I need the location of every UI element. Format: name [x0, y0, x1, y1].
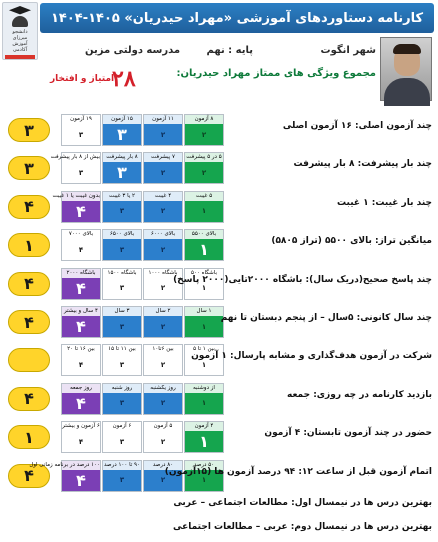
total-score-label: امتیاز و افتخار	[50, 74, 115, 84]
level-cell	[102, 421, 142, 453]
level-cells	[60, 114, 224, 146]
level-cells	[50, 152, 224, 184]
achievement-row	[0, 458, 438, 494]
level-cell-label: روز جمعه	[62, 384, 100, 393]
level-cell-value: ۳	[119, 476, 125, 485]
row-score-badge: ۴	[8, 272, 50, 296]
level-cell-label: باشگاه ۱۵۰۰	[103, 269, 141, 278]
row-stat-text: اتمام آزمون قبل از ساعت ۱۲: ۹۴ درصد آزمون ها (۱۵آزمون)	[164, 466, 432, 477]
level-cell-label: ۵ غیبت	[185, 192, 223, 201]
level-cell-value: ۳	[117, 125, 127, 144]
level-cell-label: باشگاه ۵۰۰	[185, 269, 223, 278]
row-stat-text: چند سال کانونی: ۵سال – از پنجم دبستان تا نهم	[220, 313, 432, 323]
row-score-badge: ۱	[8, 425, 50, 449]
level-cell-label: بین ۶تا۱۰	[144, 345, 182, 354]
row-score-badge: ۳	[8, 156, 50, 180]
level-cell	[184, 152, 224, 184]
best-subjects-term2: بهترین درس ها در نیمسال دوم: عربی – مطالعات اجتماعی	[173, 522, 432, 532]
level-cell-label: ۸ بار پیشرفت	[103, 153, 141, 162]
level-cell	[184, 114, 224, 146]
row-stat-text: چند آزمون اصلی: ۱۶ آزمون اصلی	[282, 121, 432, 131]
level-cell-value: ۲	[160, 322, 166, 331]
total-score: ۲۸	[112, 66, 136, 92]
level-cell	[184, 229, 224, 261]
level-cell-value: ۳	[119, 322, 125, 331]
level-cell-value: ۱	[201, 322, 207, 331]
level-cells	[60, 306, 224, 338]
level-cell-label: ۶ آزمون و بیشتر	[62, 423, 100, 430]
level-cell-value: ۴	[76, 201, 86, 221]
level-cell	[184, 306, 224, 338]
level-cell-label: ۱۱ آزمون	[144, 115, 182, 124]
level-cell-value: ۲	[160, 168, 166, 177]
achievement-row	[0, 381, 438, 417]
level-cell	[61, 306, 101, 338]
level-cell-label: بین ۱ تا ۵	[185, 345, 223, 354]
level-cell	[61, 344, 101, 376]
level-cell-label: ۴ غیبت	[144, 192, 182, 201]
level-cells	[60, 421, 224, 453]
level-cell	[29, 460, 101, 492]
level-cells	[60, 383, 224, 415]
level-cell-label: ۱۵ آزمون	[103, 115, 141, 124]
level-cell-value: ۱	[201, 476, 207, 485]
row-stat-text: چند بار پیشرفت: ۸ بار پیشرفت	[293, 159, 432, 170]
student-photo	[380, 37, 432, 101]
level-cell-value: ۱	[201, 207, 207, 216]
level-cell-value: ۴	[78, 245, 84, 254]
row-score-badge	[8, 348, 50, 372]
student-school: مدرسه دولتی مزین	[85, 45, 181, 56]
report-title: کارنامه دستاوردهای آموزشی «مهراد حیدریان» ۱۴۰۵-۱۴۰۴	[40, 3, 434, 33]
level-cell	[102, 229, 142, 261]
level-cell	[184, 191, 224, 223]
level-cell-value: ۲	[160, 360, 166, 369]
level-cells	[60, 229, 224, 261]
achievement-row	[0, 342, 438, 378]
level-cell-label: ۵ آزمون	[144, 422, 182, 431]
logo-red-tag	[5, 55, 35, 60]
level-cell	[52, 191, 101, 223]
level-cell-value: ۲	[160, 130, 166, 139]
level-cell-label: ۹۰ تا ۱۰۰ درصد	[104, 461, 140, 468]
logo-text: دانشجو میرزای آموزش آکادمی	[12, 28, 28, 53]
level-cell-value: ۱	[199, 240, 209, 260]
best-subjects-term1: بهترین درس ها در نیمسال اول: مطالعات اجتماعی – عربی	[173, 498, 432, 508]
graduate-figure-icon	[12, 16, 28, 27]
level-cell	[102, 152, 142, 184]
achievement-row	[0, 266, 438, 302]
level-cell-label: ۱ سال	[185, 307, 223, 316]
level-cell-label: از دوشنبه	[185, 384, 223, 393]
level-cell-value: ۲	[160, 245, 166, 254]
level-cell	[102, 460, 142, 492]
level-cell-label: ۴ آزمون	[185, 422, 223, 431]
level-cell	[143, 229, 183, 261]
level-cell-value: ۱	[201, 360, 207, 369]
level-cell-label: ۳ سال	[103, 307, 141, 316]
level-cell-value: ۴	[76, 470, 86, 490]
level-cell	[61, 229, 101, 261]
level-cell	[102, 306, 142, 338]
level-cell-label: ۱۰۰ درصد در برنامه زمانی اول	[29, 461, 100, 468]
level-cell-value: ۲	[160, 476, 166, 485]
level-cells	[52, 191, 224, 223]
level-cell	[50, 152, 101, 184]
level-cell-label: ۵ در ۵ پیشرفت	[186, 154, 222, 161]
level-cell-label: روز یکشنبه	[144, 384, 182, 393]
level-cell-label: ۲ سال	[144, 307, 182, 316]
achievement-row	[0, 227, 438, 263]
achievement-row	[0, 419, 438, 455]
level-cell	[61, 268, 101, 300]
level-cell-value: ۳	[119, 360, 125, 369]
level-cell-value: ۴	[76, 393, 86, 413]
level-cell-value: ۳	[119, 437, 125, 446]
level-cell-value: ۴	[76, 317, 86, 336]
level-cell-value: ۳	[119, 245, 125, 254]
level-cell-label: بدون غیبت یا ۱ غیبت	[52, 192, 100, 199]
level-cell-label: باشگاه ۱۰۰۰	[144, 269, 182, 278]
level-cell-label: ۴ سال و بیشتر	[62, 307, 100, 316]
level-cell-label: بین ۱۶ تا ۲۰	[62, 345, 100, 354]
level-cell-value: ۲	[201, 130, 207, 139]
level-cell	[102, 268, 142, 300]
level-cell-label: ۷ پیشرفت	[144, 153, 182, 162]
student-grade: پایه : نهم	[206, 45, 253, 56]
level-cell-value: ۲	[201, 168, 207, 177]
level-cell-label: بالای ۵۵۰۰	[185, 230, 223, 239]
level-cell-value: ۴	[76, 278, 86, 298]
row-score-badge: ۴	[8, 387, 50, 411]
level-cell	[102, 114, 142, 146]
level-cell	[184, 421, 224, 453]
level-cell-label: بین ۱۱ تا ۱۵	[103, 345, 141, 354]
level-cell-label: ۸ آزمون	[185, 115, 223, 124]
summary-subtitle: مجموع ویژگی های ممتاز مهراد حیدریان:	[176, 68, 376, 79]
level-cell	[102, 344, 142, 376]
level-cell	[61, 421, 101, 453]
level-cell	[143, 152, 183, 184]
row-stat-text: چند پاسخ صحیح(دریک سال): باشگاه ۲۰۰۰تایی(۲۰۰۰ پاسخ)	[173, 274, 432, 285]
level-cell	[143, 306, 183, 338]
level-cell-value: ۱	[199, 432, 209, 452]
level-cell-label: بیش از ۸ بار پیشرفت	[50, 154, 100, 161]
level-cell	[61, 114, 101, 146]
row-stat-text: چند بار غیبت: ۱ غیبت	[337, 197, 432, 208]
level-cell-value: ۲	[160, 284, 166, 293]
level-cell	[61, 383, 101, 415]
level-cell-value: ۳	[117, 163, 127, 183]
row-score-badge: ۴	[8, 195, 50, 219]
row-score-badge: ۳	[8, 118, 50, 142]
level-cell-value: ۱	[201, 284, 207, 293]
row-stat-text: بازدید کارنامه در چه روزی: جمعه	[287, 389, 432, 400]
level-cell	[184, 383, 224, 415]
student-city: شهر انگوت	[320, 45, 376, 56]
level-cell-label: ۶ آزمون	[103, 422, 141, 431]
achievement-row	[0, 304, 438, 340]
level-cell-label: روز شنبه	[103, 384, 141, 393]
level-cell-value: ۲	[160, 437, 166, 446]
level-cell-label: ۲ یا ۳ غیبت	[103, 192, 141, 201]
level-cell-label: باشگاه ۲۰۰۰	[62, 269, 100, 278]
row-score-badge: ۴	[8, 310, 50, 334]
level-cell-value: ۳	[78, 168, 84, 177]
achievement-row	[0, 150, 438, 186]
level-cell-label: بالای ۶۰۰۰	[144, 230, 182, 239]
level-cell-value: ۴	[78, 360, 84, 369]
level-cell-value: ۴	[78, 437, 84, 446]
level-cell-label: ۵۰ درصد	[185, 461, 223, 470]
achievement-row	[0, 112, 438, 148]
level-cell	[143, 421, 183, 453]
row-stat-text: حضور در چند آزمون تابستان: ۴ آزمون	[264, 428, 432, 439]
achievement-row	[0, 189, 438, 225]
level-cell-value: ۳	[119, 399, 125, 408]
level-cell	[143, 114, 183, 146]
row-score-badge: ۴	[8, 464, 50, 488]
row-stat-text: شرکت در آزمون هدف‌گذاری و مشابه پارسال: ۱ آزمون	[191, 351, 432, 362]
level-cell-label: بالای ۶۵۰۰	[103, 230, 141, 239]
row-stat-text: میانگین تراز: بالای ۵۵۰۰ (تراز ۵۸۰۵)	[271, 236, 432, 247]
level-cell	[143, 191, 183, 223]
level-cell	[102, 191, 142, 223]
level-cell-label: بالای ۷۰۰۰	[62, 230, 100, 239]
level-cell-value: ۳	[119, 284, 125, 293]
level-cell	[143, 344, 183, 376]
level-cell	[102, 383, 142, 415]
row-score-badge: ۱	[8, 233, 50, 257]
level-cell-value: ۳	[119, 207, 125, 216]
academy-logo	[2, 2, 38, 60]
level-cell	[143, 383, 183, 415]
level-cell-label: ۸۰ درصد	[144, 461, 182, 470]
level-cell-value: ۳	[78, 130, 84, 139]
level-cell-value: ۲	[160, 207, 166, 216]
level-cell-label: ۱۹ آزمون	[62, 115, 100, 124]
level-cell-value: ۲	[160, 399, 166, 408]
level-cell-value: ۱	[201, 399, 207, 408]
